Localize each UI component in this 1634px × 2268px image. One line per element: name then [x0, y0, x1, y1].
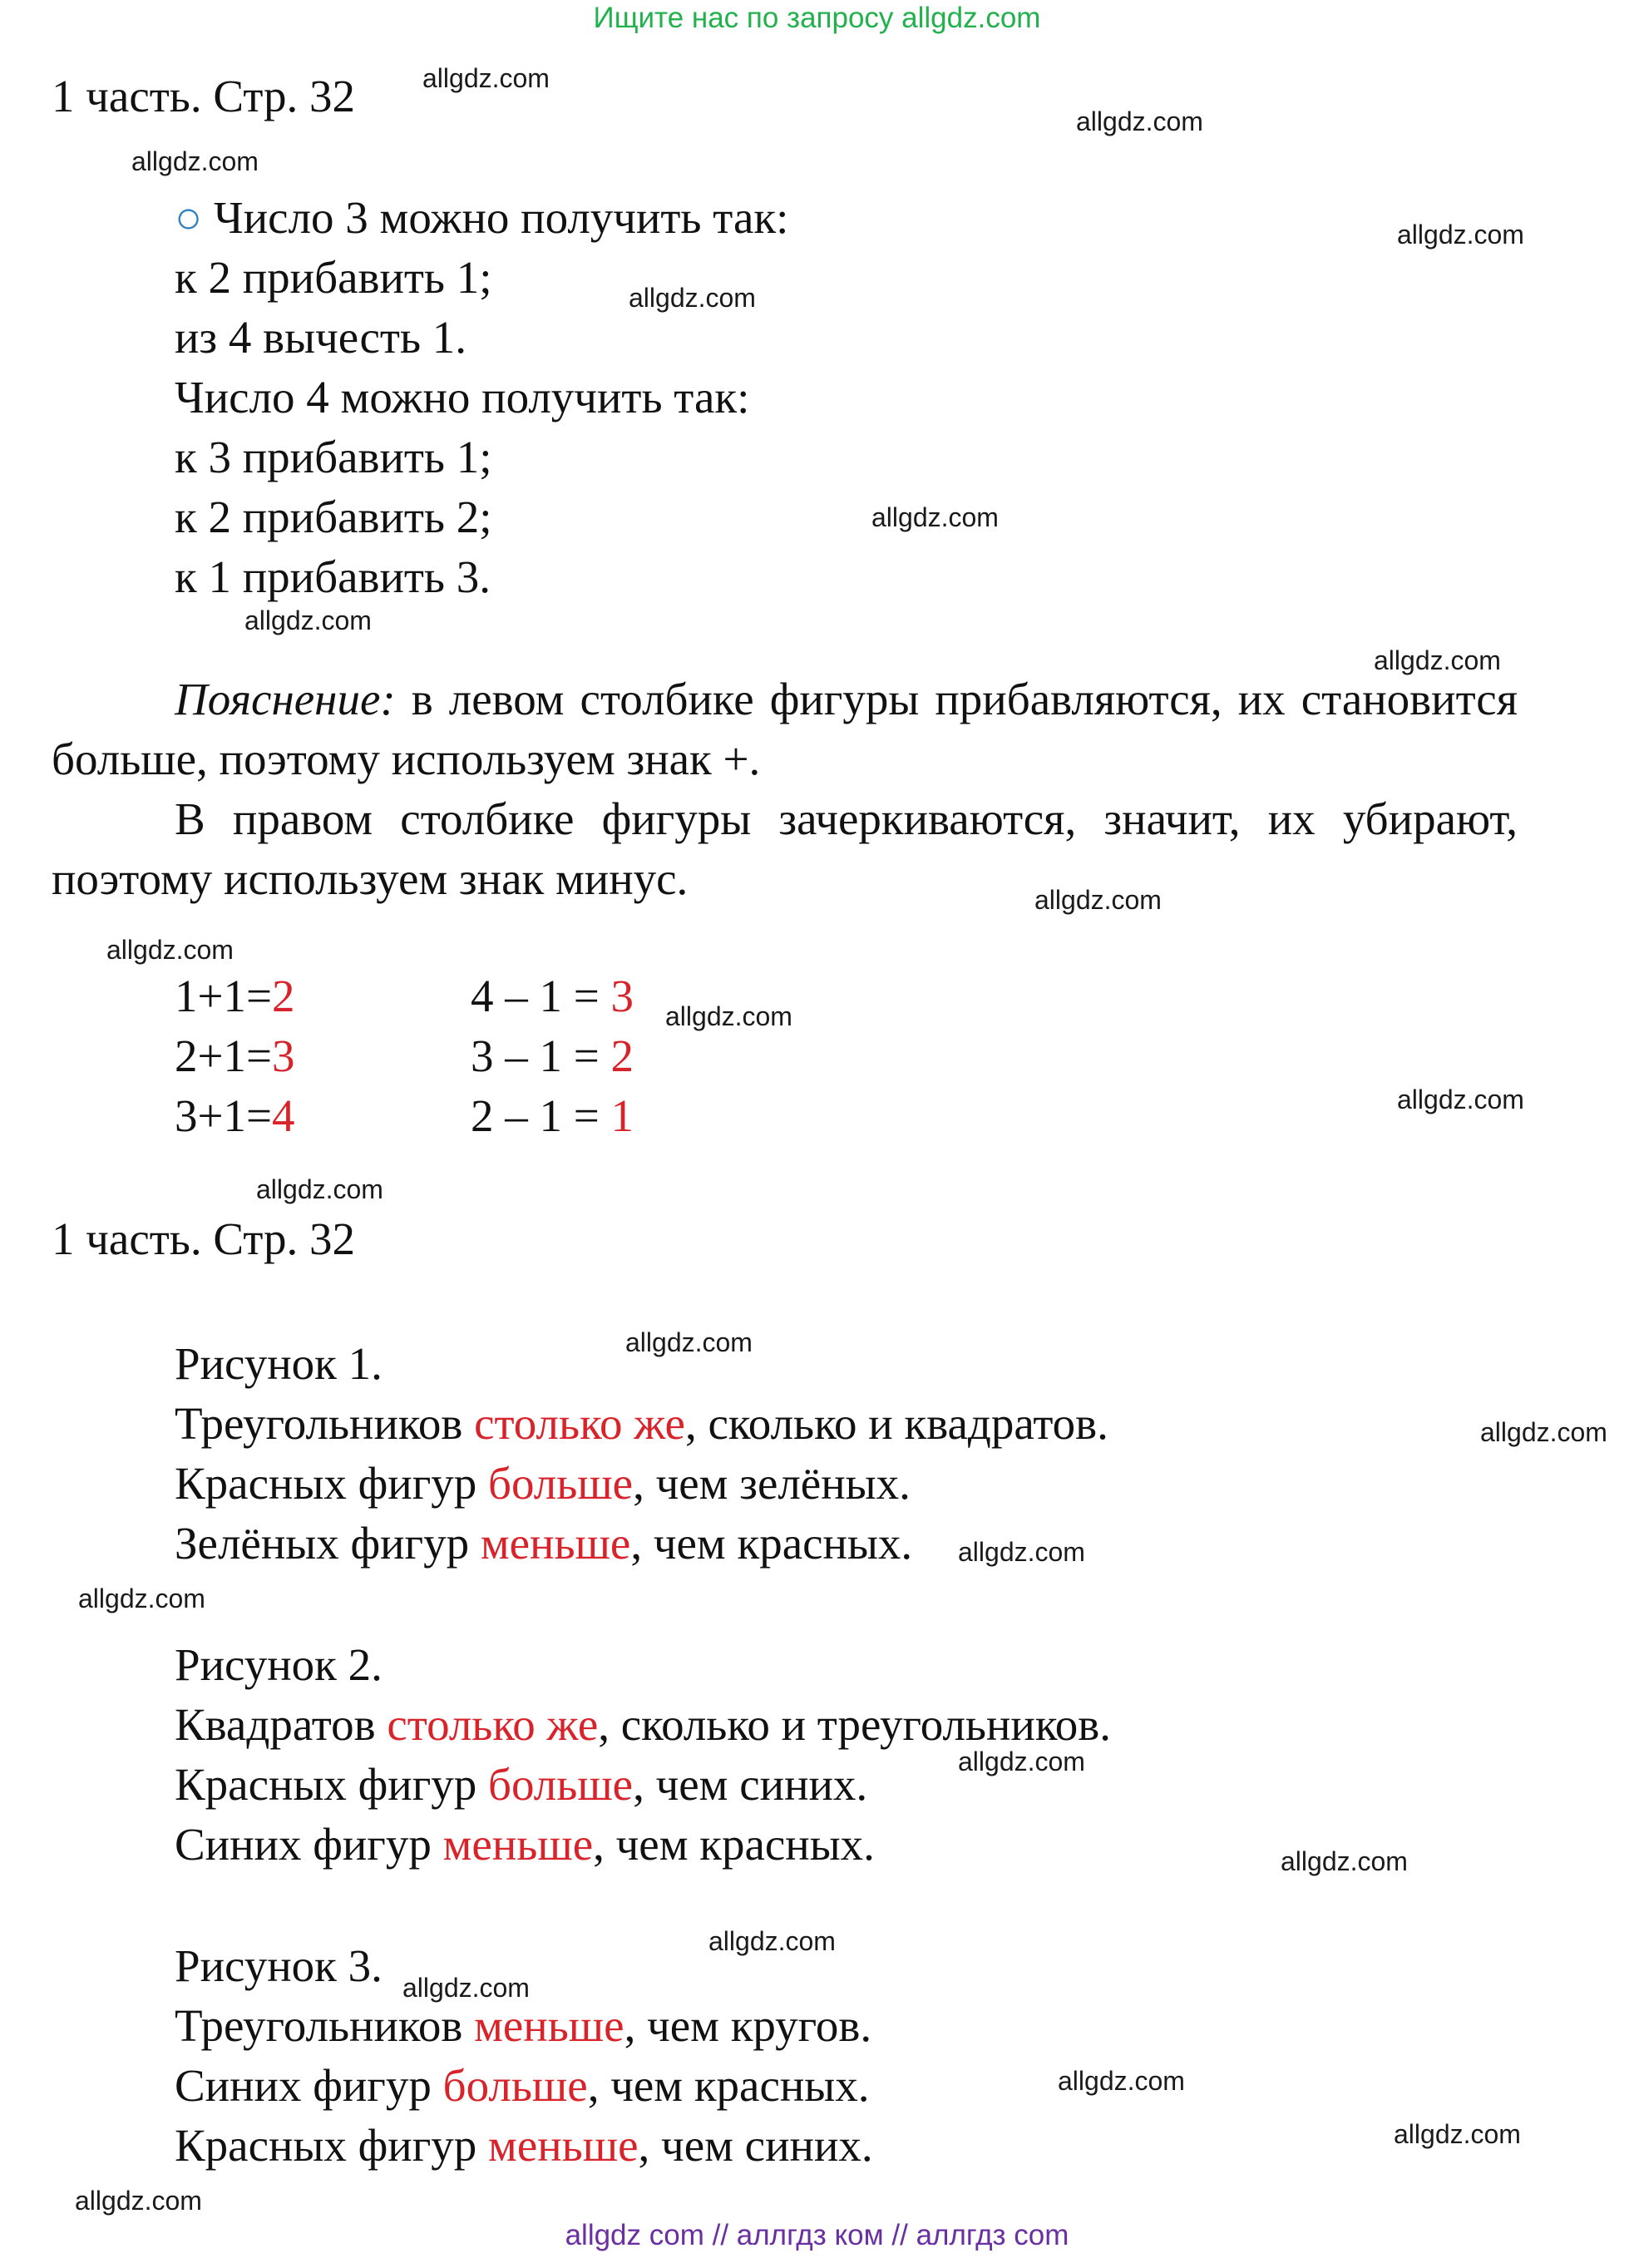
figure-1-line-0 [175, 1398, 1108, 1449]
explanation-paragraph-2: В правом столбике фигуры зачеркиваются, значит, их убирают, поэтому используем знак минус. [52, 793, 1518, 904]
circle-bullet-icon: ○ [175, 192, 203, 243]
line-highlight: больше [442, 2060, 588, 2111]
explanation-paragraph-1 [52, 670, 1518, 789]
watermark: allgdz.com [402, 1973, 530, 2003]
line-highlight: больше [488, 1759, 634, 1810]
watermark: allgdz.com [78, 1584, 205, 1613]
figure-2-line-0 [175, 1699, 1112, 1750]
watermark: allgdz.com [1397, 1085, 1524, 1114]
line-post: , чем красных. [593, 1819, 875, 1870]
watermark: allgdz.com [1034, 885, 1162, 915]
section1-line-5: к 2 прибавить 2; [175, 492, 492, 542]
equation-expr: 4 – 1 = [471, 971, 611, 1021]
watermark: allgdz.com [1374, 645, 1501, 675]
section1-line-0 [175, 192, 789, 243]
equation-left-1 [175, 1030, 295, 1081]
line-pre: Треугольников [175, 2000, 475, 2051]
watermark: allgdz.com [958, 1537, 1085, 1567]
section2-heading: 1 часть. Стр. 32 [52, 1213, 356, 1264]
watermark: allgdz.com [958, 1747, 1085, 1776]
equation-expr: 1+1= [175, 971, 273, 1021]
line-pre: Квадратов [175, 1699, 388, 1750]
line-post: , сколько и треугольников. [598, 1699, 1112, 1750]
equation-expr: 2+1= [175, 1030, 273, 1081]
section1-line-1: к 2 прибавить 1; [175, 252, 492, 303]
line-highlight: больше [488, 1458, 634, 1509]
line-post: , чем зелёных. [633, 1458, 911, 1509]
watermark: allgdz.com [629, 283, 756, 313]
figure-2-line-1 [175, 1759, 868, 1810]
figure-2-title: Рисунок 2. [175, 1639, 383, 1690]
line-text: Число 3 можно получить так: [213, 192, 789, 243]
watermark: allgdz.com [75, 2186, 202, 2216]
figure-1-line-1 [175, 1458, 911, 1509]
equation-right-1 [471, 1030, 634, 1081]
figure-3-line-1 [175, 2060, 870, 2111]
equation-expr: 2 – 1 = [471, 1090, 611, 1141]
line-pre: Красных фигур [175, 1759, 489, 1810]
watermark: allgdz.com [625, 1327, 753, 1357]
section1-line-3: Число 4 можно получить так: [175, 372, 750, 422]
line-highlight: меньше [480, 1518, 631, 1569]
top-banner[interactable]: Ищите нас по запросу allgdz.com [593, 2, 1041, 34]
line-pre: Синих фигур [175, 1819, 443, 1870]
watermark: allgdz.com [1281, 1846, 1408, 1876]
figure-1-title: Рисунок 1. [175, 1338, 383, 1389]
line-pre: Красных фигур [175, 2120, 489, 2171]
line-highlight: меньше [442, 1819, 594, 1870]
line-post: , чем красных. [587, 2060, 870, 2111]
section1-heading: 1 часть. Стр. 32 [52, 71, 356, 121]
equation-right-2 [471, 1090, 634, 1141]
line-pre: Синих фигур [175, 2060, 443, 2111]
figure-2-line-2 [175, 1819, 875, 1870]
watermark: allgdz.com [422, 63, 550, 93]
watermark: allgdz.com [871, 502, 999, 532]
line-post: , сколько и квадратов. [684, 1398, 1108, 1449]
watermark: allgdz.com [244, 605, 372, 635]
section1-line-2: из 4 вычесть 1. [175, 312, 467, 363]
figure-1-line-2 [175, 1518, 913, 1569]
equation-answer: 3 [610, 971, 634, 1021]
watermark: allgdz.com [106, 935, 234, 965]
watermark: allgdz.com [1397, 220, 1524, 250]
watermark: allgdz.com [708, 1926, 836, 1956]
watermark: allgdz.com [256, 1174, 383, 1204]
figure-3-title: Рисунок 3. [175, 1940, 383, 1991]
equation-left-0 [175, 973, 295, 1019]
bottom-banner[interactable]: allgdz com // аллгдз ком // аллгдз com [565, 2219, 1069, 2251]
explanation-label: Пояснение: [175, 674, 396, 724]
line-pre: Треугольников [175, 1398, 475, 1449]
section1-line-6: к 1 прибавить 3. [175, 551, 491, 602]
watermark: allgdz.com [665, 1001, 792, 1031]
equation-left-2 [175, 1090, 295, 1141]
line-pre: Красных фигур [175, 1458, 489, 1509]
equation-answer: 1 [610, 1090, 634, 1141]
equation-expr: 3+1= [175, 1090, 273, 1141]
section1-line-4: к 3 прибавить 1; [175, 432, 492, 482]
figure-3-line-0 [175, 2000, 872, 2051]
line-post: , чем красных. [630, 1518, 913, 1569]
line-highlight: меньше [474, 2000, 624, 2051]
equation-answer: 2 [272, 971, 295, 1021]
line-highlight: меньше [488, 2120, 639, 2171]
figure-3-line-2 [175, 2120, 873, 2171]
watermark: allgdz.com [131, 146, 259, 176]
explanation-text-1: в левом столбике фигуры прибавляются, их становится больше, поэтому используем знак +. [52, 674, 1518, 784]
equation-right-0 [471, 973, 634, 1019]
equation-answer: 4 [272, 1090, 295, 1141]
watermark: allgdz.com [1076, 106, 1203, 136]
line-post: , чем кругов. [624, 2000, 872, 2051]
equation-answer: 2 [610, 1030, 634, 1081]
line-pre: Зелёных фигур [175, 1518, 481, 1569]
line-post: , чем синих. [638, 2120, 873, 2171]
watermark: allgdz.com [1394, 2119, 1521, 2149]
equation-answer: 3 [272, 1030, 295, 1081]
equation-expr: 3 – 1 = [471, 1030, 611, 1081]
watermark: allgdz.com [1480, 1417, 1607, 1447]
watermark: allgdz.com [1058, 2066, 1185, 2096]
line-highlight: столько же [474, 1398, 685, 1449]
line-post: , чем синих. [633, 1759, 868, 1810]
line-highlight: столько же [387, 1699, 599, 1750]
